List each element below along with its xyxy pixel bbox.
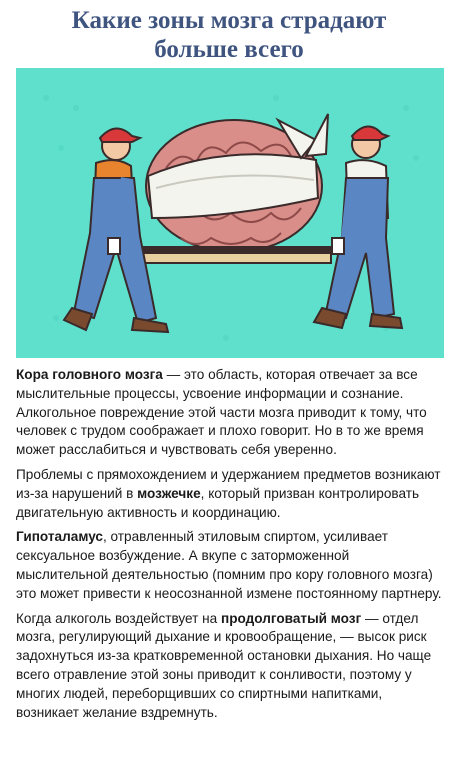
article-body [16, 366, 444, 728]
title-line-1: Какие зоны мозга страдают [71, 7, 387, 34]
paragraph-medulla [16, 610, 444, 723]
paragraph-medulla-before: Когда алкоголь воздействует на [16, 610, 222, 626]
page-title [0, 6, 458, 64]
paragraph-cerebellum-before: Проблемы с прямохождением и удержанием предметов возникают из-за нарушений в [16, 466, 441, 501]
term-cortex: Кора головного мозга [16, 367, 163, 382]
term-hypothalamus: Гипоталамус [16, 529, 103, 545]
term-cerebellum: мозжечке [137, 485, 201, 501]
workers-carrying-brain-image [16, 68, 444, 358]
paragraph-cortex-text: — это область, которая отвечает за все мыслительные процессы, усвоение информации и сознание. Алкогольное повреждение этой части мозга приводит к тому, что человек с трудом соображает и плохо говорит. Но в то же время может расслабиться и чувствовать себя уверенно. [16, 367, 427, 458]
paragraph-cortex [16, 366, 444, 460]
paragraph-hypothalamus [16, 528, 444, 603]
paragraph-medulla-after: — отдел мозга, регулирующий дыхание и кровообращение, — высок риск задохнуться из-за кратковременной остановки дыхания. Но чаще всего отравление этой зоны приводит к сонливости, поэтому у многих людей, переборщивших со спиртными напитками, возникает желание вздремнуть. [16, 610, 432, 720]
paragraph-hypothalamus-text: , отравленный этиловым спиртом, усиливает сексуальное возбуждение. А вкупе с заторможенной мыслительной деятельностью (помним про кору головного мозга) это может привести к неосознанной измене постоянному партнеру. [16, 529, 442, 601]
illustration [16, 68, 444, 358]
paragraph-cerebellum [16, 466, 444, 522]
term-medulla: продолговатый мозг [221, 610, 362, 626]
glove-icon [108, 238, 120, 254]
paragraph-cerebellum-after: , который призван контролировать двигательную активность и координацию. [16, 485, 420, 520]
glove-icon [332, 238, 344, 254]
title-line-2: больше всего [154, 36, 304, 63]
